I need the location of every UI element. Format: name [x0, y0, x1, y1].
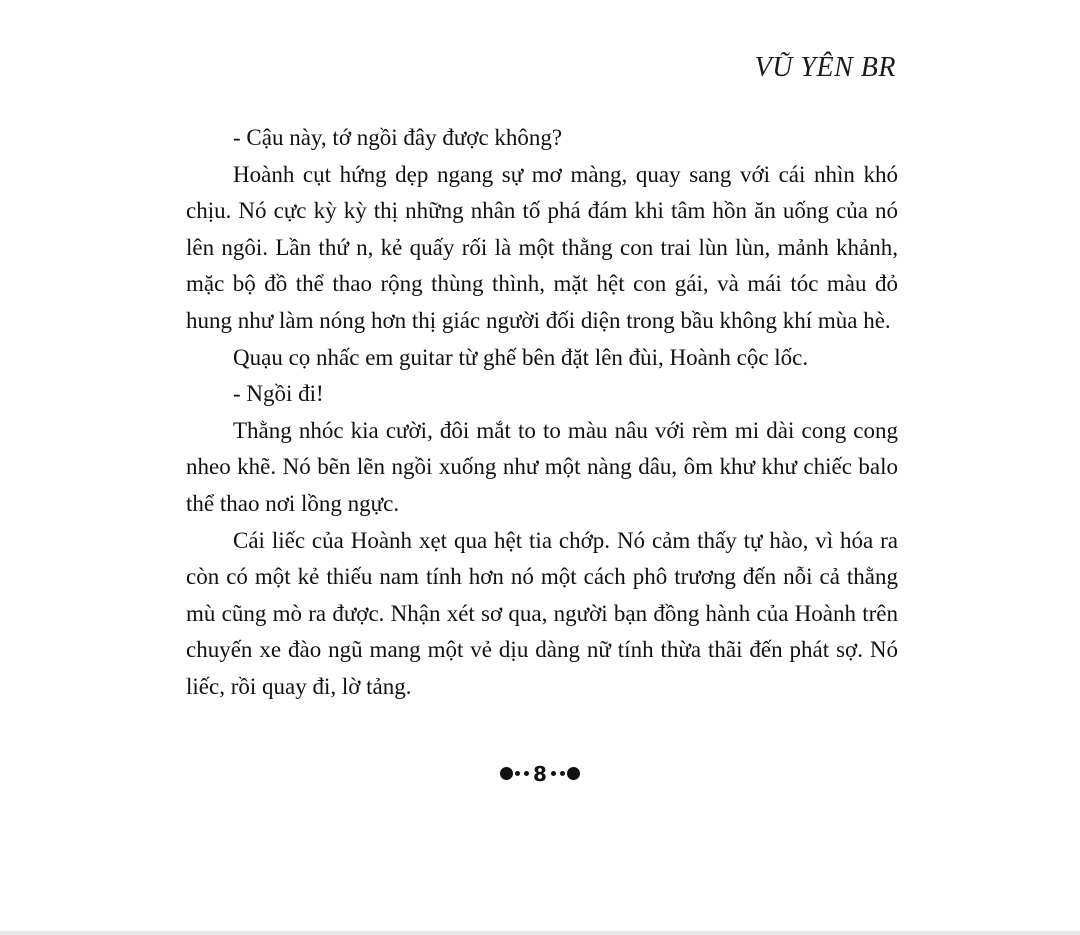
bottom-edge-divider [0, 931, 1080, 935]
page-number: 8 [533, 761, 547, 786]
bullet-large-icon [567, 767, 580, 780]
paragraph: Thằng nhóc kia cười, đôi mắt to to màu nâu với rèm mi dài cong cong nheo khẽ. Nó bẽn lẽn ngồi xuống như một nàng dâu, ôm khư khư chiếc balo thể thao nơi lồng ngực. [186, 417, 898, 516]
body-text [186, 120, 898, 706]
bullet-small-icon [515, 771, 520, 776]
paragraph: Quạu cọ nhấc em guitar từ ghế bên đặt lên đùi, Hoành cộc lốc. [233, 344, 809, 370]
bullet-small-icon [524, 771, 529, 776]
bullet-large-icon [500, 767, 513, 780]
paragraph: Cái liếc của Hoành xẹt qua hệt tia chớp. Nó cảm thấy tự hào, vì hóa ra còn có một kẻ thiếu nam tính hơn nó một cách phô trương đến nỗi cả thằng mù cũng mò ra được. Nhận xét sơ qua, người bạn đồng hành của Hoành trên chuyến xe đào ngũ mang một vẻ dịu dàng nữ tính thừa thãi đến phát sợ. Nó liếc, rồi quay đi, lờ tảng. [186, 527, 898, 699]
bullet-small-icon [560, 771, 565, 776]
page-number-ornament [0, 760, 1080, 786]
bullet-small-icon [551, 771, 556, 776]
paragraph: - Cậu này, tớ ngồi đây được không? [233, 125, 563, 150]
paragraph: Hoành cụt hứng dẹp ngang sự mơ màng, quay sang với cái nhìn khó chịu. Nó cực kỳ kỳ thị những nhân tố phá đám khi tâm hồn ăn uống của nó lên ngôi. Lần thứ n, kẻ quấy rối là một thằng con trai lùn lùn, mảnh khảnh, mặc bộ đồ thể thao rộng thùng thình, mặt hệt con gái, và mái tóc màu đỏ hung như làm nóng hơn thị giác người đối diện trong bầu không khí mùa hè. [186, 161, 898, 333]
running-head-author: VŨ YÊN BR [754, 52, 896, 83]
paragraph: - Ngồi đi! [233, 381, 324, 407]
